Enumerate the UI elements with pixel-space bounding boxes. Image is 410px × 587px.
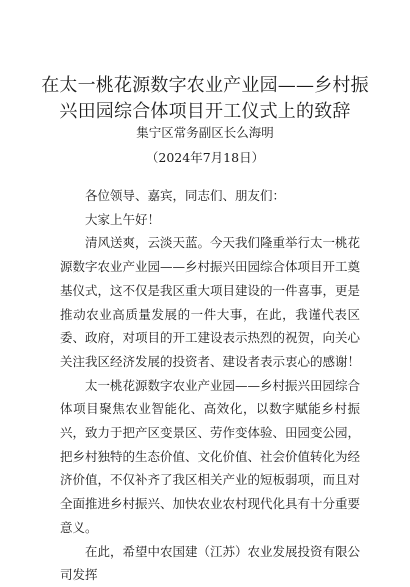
speech-title: 在太一桃花源数字农业产业园——乡村振兴田园综合体项目开工仪式上的致辞 <box>41 75 369 122</box>
speech-body <box>60 184 360 587</box>
speaker-byline: 集宁区常务副区长么海明 <box>136 125 274 140</box>
speech-date: （2024年7月18日） <box>145 150 265 165</box>
body-paragraph: 清风送爽，云淡天蓝。今天我们隆重举行太一桃花源数字农业产业园——乡村振兴田园综合体项目开工奠基仪式，这不仅是我区重大项目建设的一件喜事，更是推动农业高质量发展的一件大事，在此，我谨代表区委、政府，对项目的开工建设表示热烈的祝贺，向关心关注我区经济发展的投资者、建设者表示衷心的感谢！ <box>60 235 361 369</box>
greeting-paragraph: 大家上午好！ <box>85 211 161 227</box>
salutation-paragraph: 各位领导、嘉宾，同志们、朋友们： <box>85 188 286 203</box>
body-paragraph: 太一桃花源数字农业产业园——乡村振兴田园综合体项目聚焦农业智能化、高效化，以数字赋能乡村振兴，致力于把产区变景区、劳作变体验、田园变公园，把乡村独特的生态价值、文化价值、社会价值转化为经济价值，不仅补齐了我区相关产业的短板弱项，而且对全面推进乡村振兴、加快农业农村现代化具有十分重要意义。 <box>60 377 361 535</box>
body-paragraph: 在此，希望中农国建（江苏）农业发展投资有限公司发挥 <box>60 543 361 583</box>
